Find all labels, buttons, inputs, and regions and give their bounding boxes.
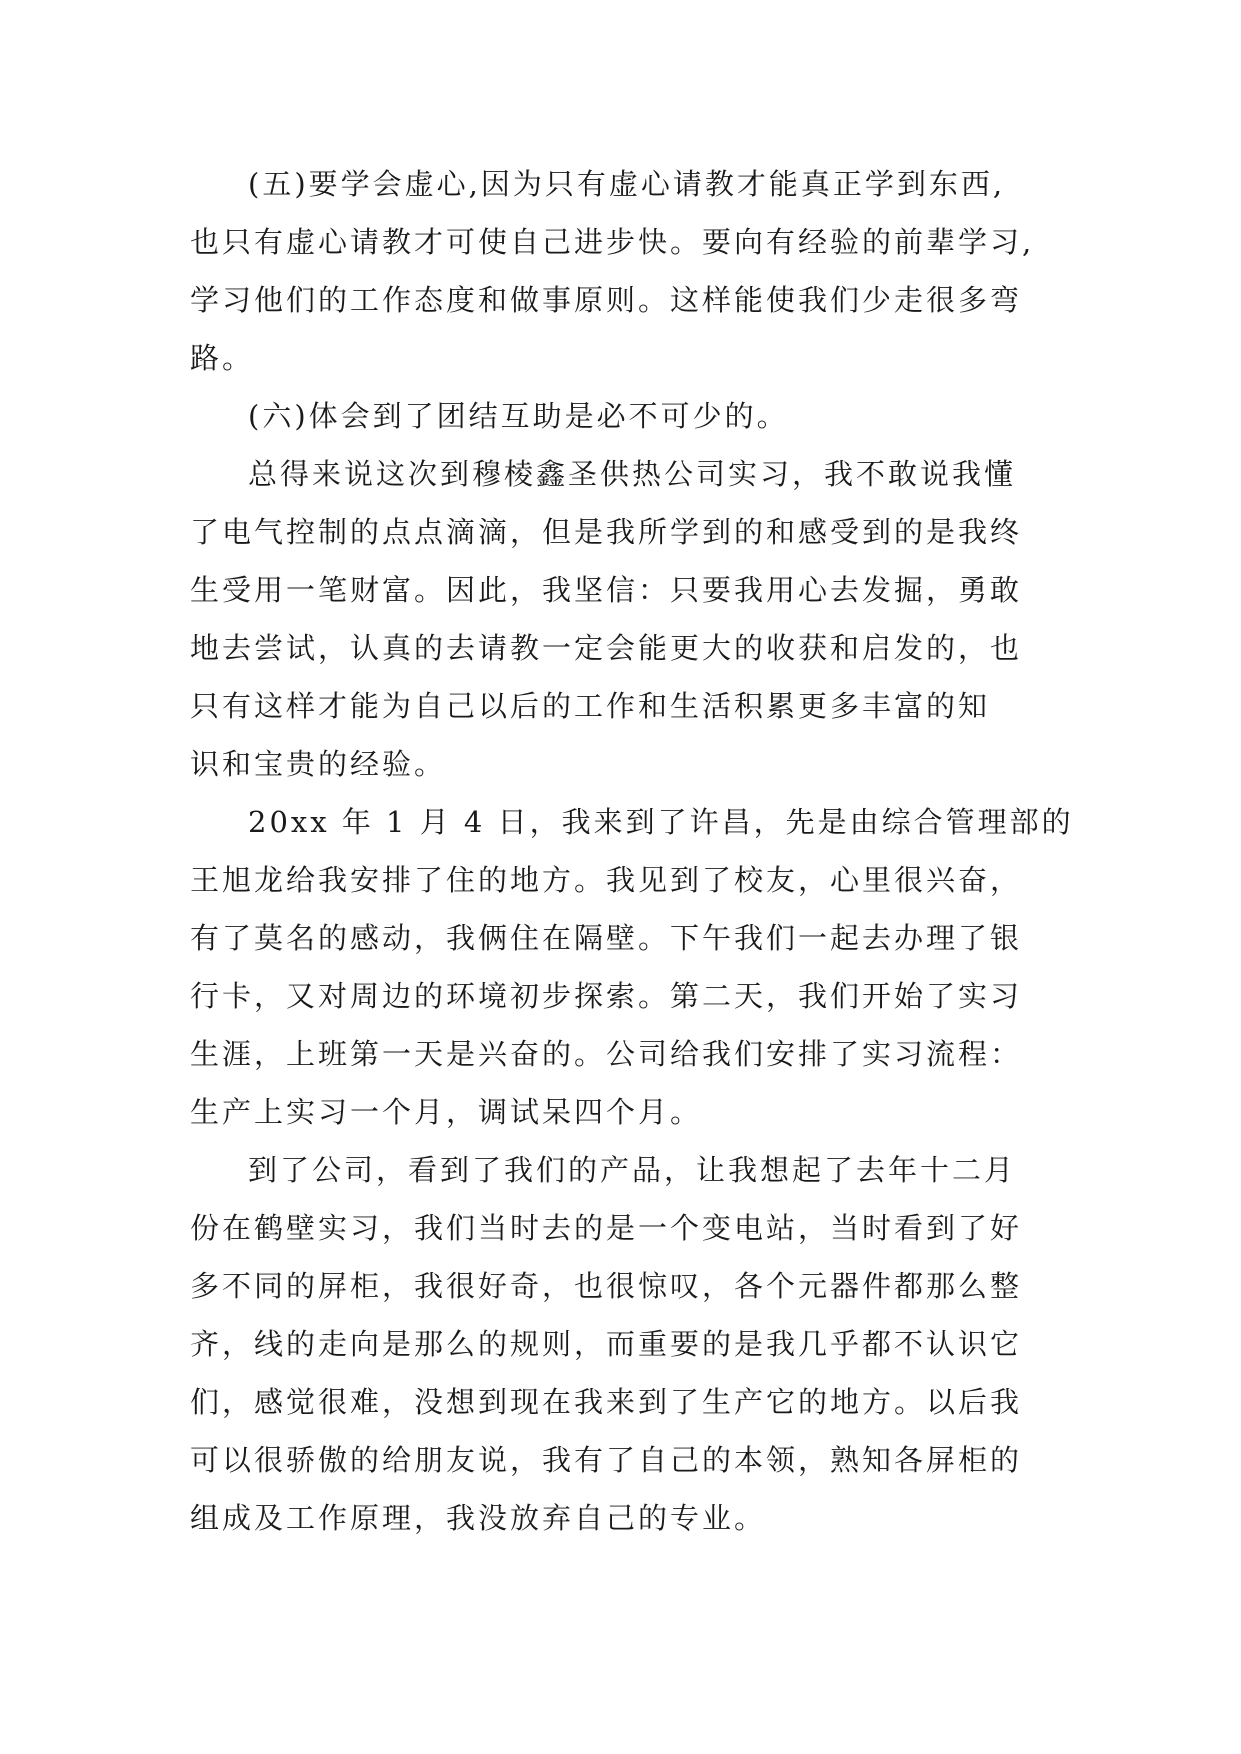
text-line: 生受用一笔财富。因此，我坚信：只要我用心去发掘，勇敢 [190,573,1023,607]
text-line: 总得来说这次到穆棱鑫圣供热公司实习，我不敢说我懂 [248,457,1017,491]
paragraph-arrival [190,793,1074,1141]
text-line: 份在鹤壁实习，我们当时去的是一个变电站，当时看到了好 [190,1211,1023,1245]
text-line: 学习他们的工作态度和做事原则。这样能使我们少走很多弯 [190,283,1023,317]
text-line: 识和宝贵的经验。 [190,747,447,781]
text-line: 组成及工作原理，我没放弃自己的专业。 [190,1501,767,1535]
text-line: 齐，线的走向是那么的规则，而重要的是我几乎都不认识它 [190,1327,1023,1361]
paragraph-teamwork [190,387,1050,445]
text-line: 多不同的屏柜，我很好奇，也很惊叹，各个元器件都那么整 [190,1269,1023,1303]
text-line: 行卡，又对周边的环境初步探索。第二天，我们开始了实习 [190,979,1023,1013]
text-line: 地去尝试，认真的去请教一定会能更大的收获和启发的，也 [190,631,1023,665]
text-line: 了电气控制的点点滴滴，但是我所学到的和感受到的是我终 [190,515,1023,549]
text-line: 到了公司，看到了我们的产品，让我想起了去年十二月 [248,1153,1017,1187]
paragraph-products [190,1141,1050,1547]
document-body [190,155,1074,1547]
paragraph-summary [190,445,1050,793]
text-line: 们，感觉很难，没想到现在我来到了生产它的地方。以后我 [190,1385,1023,1419]
text-line: 只有这样才能为自己以后的工作和生活积累更多丰富的知 [190,689,991,723]
text-line: (六)体会到了团结互助是必不可少的。 [248,399,789,433]
text-line: 王旭龙给我安排了住的地方。我见到了校友，心里很兴奋， [190,863,1023,897]
text-line: 生产上实习一个月，调试呆四个月。 [190,1095,703,1129]
text-line: 也只有虚心请教才可使自己进步快。要向有经验的前辈学习, [190,225,1035,259]
paragraph-humility [190,155,1050,387]
text-line: 路。 [190,341,255,375]
text-line: 20xx 年 1 月 4 日，我来到了许昌，先是由综合管理部的 [248,805,1074,839]
text-line: (五)要学会虚心,因为只有虚心请教才能真正学到东西, [248,167,1006,201]
text-line: 有了莫名的感动，我俩住在隔壁。下午我们一起去办理了银 [190,921,1023,955]
text-line: 可以很骄傲的给朋友说，我有了自己的本领，熟知各屏柜的 [190,1443,1023,1477]
text-line: 生涯，上班第一天是兴奋的。公司给我们安排了实习流程： [190,1037,1023,1071]
